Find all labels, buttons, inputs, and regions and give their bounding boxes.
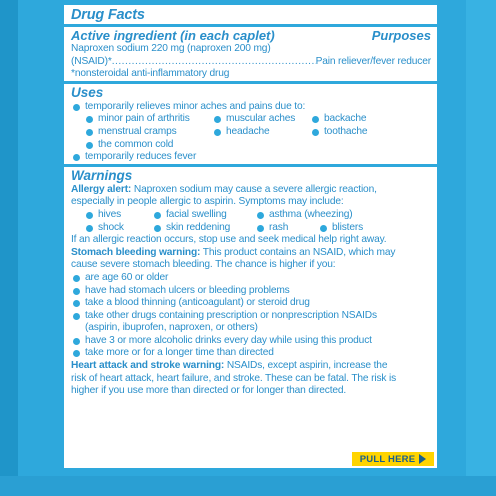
uses-subitem <box>85 113 213 126</box>
bullet-icon <box>73 154 80 161</box>
divider <box>64 164 437 167</box>
active-ingredient-purpose-row <box>71 56 431 69</box>
stomach-warning-line <box>71 247 431 260</box>
bullet-icon <box>73 350 80 357</box>
allergy-alert-text: Naproxen sodium may cause a severe allergic reaction, <box>131 183 377 195</box>
stomach-item-continuation: (aspirin, ibuprofen, naproxen, or others) <box>85 322 258 334</box>
divider <box>64 24 437 27</box>
bullet-icon <box>312 129 319 136</box>
pull-here-label: PULL HERE <box>359 453 416 465</box>
stomach-item <box>71 285 431 298</box>
symptom-text: asthma (wheezing) <box>269 208 353 220</box>
bullet-icon <box>257 212 264 219</box>
symptom-item <box>153 209 256 222</box>
bullet-icon <box>214 129 221 136</box>
symptom-text: skin reddening <box>166 221 231 233</box>
uses-subitems-row <box>71 126 431 139</box>
drug-facts-panel <box>62 3 439 470</box>
allergy-instruction: If an allergic reaction occurs, stop use and seek medical help right away. <box>71 234 387 246</box>
symptom-item <box>85 222 153 235</box>
bullet-icon <box>73 104 80 111</box>
stomach-warning-label: Stomach bleeding warning: <box>71 246 201 258</box>
bullet-icon <box>86 212 93 219</box>
uses-subitems-row <box>71 113 431 126</box>
bullet-icon <box>320 225 327 232</box>
bullet-icon <box>73 313 80 320</box>
heart-warning-text: NSAIDs, except aspirin, increase the <box>224 360 388 372</box>
bullet-icon <box>73 338 80 345</box>
uses-subitem-text: toothache <box>324 125 368 137</box>
symptom-text: blisters <box>332 221 364 233</box>
bullet-icon <box>73 288 80 295</box>
allergy-alert-line: especially in people allergic to aspirin. Symptoms may include: <box>71 196 344 208</box>
symptoms-row <box>71 222 431 235</box>
drug-facts-title: Drug Facts <box>71 7 145 23</box>
heart-warning-label: Heart attack and stroke warning: <box>71 360 225 372</box>
stomach-item <box>71 310 431 323</box>
heart-warning-line <box>71 360 431 373</box>
heart-warning-line: risk of heart attack, heart failure, and stroke. These can be fatal. The risk is <box>71 372 397 384</box>
active-ingredient-header <box>71 28 431 43</box>
allergy-alert-line <box>71 184 431 197</box>
box-right-edge <box>466 0 496 496</box>
uses-subitem <box>85 139 173 152</box>
uses-subitem-text: muscular aches <box>226 113 296 125</box>
allergy-alert-label: Allergy alert: <box>71 183 132 195</box>
uses-item <box>71 151 431 164</box>
stomach-item-text: have 3 or more alcoholic drinks every day while using this product <box>85 334 372 346</box>
uses-subitem <box>311 126 367 139</box>
stomach-warning-line: cause severe stomach bleeding. The chance is higher if you: <box>71 259 336 271</box>
symptom-item <box>85 209 153 222</box>
nsaid-footnote: *nonsteroidal anti-inflammatory drug <box>71 68 230 80</box>
arrow-right-icon <box>419 454 426 464</box>
active-ingredient-line: Naproxen sodium 220 mg (naproxen 200 mg) <box>71 43 271 54</box>
symptom-text: shock <box>98 221 124 233</box>
bullet-icon <box>86 116 93 123</box>
bullet-icon <box>257 225 264 232</box>
symptom-text: rash <box>269 221 289 233</box>
uses-item-text: temporarily relieves minor aches and pains due to: <box>85 100 306 112</box>
stomach-item <box>71 272 431 285</box>
uses-subitem <box>213 113 311 126</box>
leader-dots <box>112 56 316 69</box>
uses-item-text: temporarily reduces fever <box>85 151 197 163</box>
divider <box>64 81 437 84</box>
stomach-item-text: have had stomach ulcers or bleeding problems <box>85 284 290 296</box>
bullet-icon <box>86 129 93 136</box>
uses-subitem <box>311 113 366 126</box>
box-bottom-edge <box>0 476 496 496</box>
uses-heading: Uses <box>71 84 104 100</box>
uses-subitem <box>85 126 213 139</box>
bullet-icon <box>154 212 161 219</box>
stomach-item-text: take more or for a longer time than directed <box>85 347 274 359</box>
heart-warning-line: higher if you use more than directed or for longer than directed. <box>71 385 347 397</box>
uses-subitem-text: menstrual cramps <box>98 125 177 137</box>
purposes-heading: Purposes <box>371 28 431 43</box>
stomach-item <box>71 297 431 310</box>
warnings-heading: Warnings <box>71 167 133 183</box>
uses-subitems-row <box>71 139 431 152</box>
uses-subitem-text: backache <box>324 113 367 125</box>
uses-subitem-text: the common cold <box>98 138 174 150</box>
bullet-icon <box>73 300 80 307</box>
bullet-icon <box>86 225 93 232</box>
pull-here-tab[interactable] <box>352 452 434 466</box>
box-left-edge <box>0 0 18 496</box>
stomach-item <box>71 347 431 360</box>
nsaid-label: (NSAID)* <box>71 55 112 67</box>
bullet-icon <box>214 116 221 123</box>
symptoms-row <box>71 209 431 222</box>
uses-item <box>71 101 431 114</box>
bullet-icon <box>154 225 161 232</box>
bullet-icon <box>86 142 93 149</box>
symptom-text: hives <box>98 208 122 220</box>
symptom-item <box>153 222 256 235</box>
purpose-text: Pain reliever/fever reducer <box>315 55 431 67</box>
stomach-item <box>71 335 431 348</box>
stomach-warning-text: This product contains an NSAID, which may <box>200 246 396 258</box>
symptom-item <box>319 222 363 235</box>
symptom-item <box>256 209 353 222</box>
symptom-item <box>256 222 319 235</box>
stomach-item-text: are age 60 or older <box>85 271 169 283</box>
stomach-item-text: take a blood thinning (anticoagulant) or steroid drug <box>85 297 310 309</box>
stomach-item-text: take other drugs containing prescription or nonprescription NSAIDs <box>85 309 377 321</box>
uses-subitem-text: headache <box>226 125 270 137</box>
active-ingredient-heading: Active ingredient (in each caplet) <box>71 28 275 43</box>
bullet-icon <box>73 275 80 282</box>
symptom-text: facial swelling <box>166 208 227 220</box>
uses-subitem <box>213 126 311 139</box>
bullet-icon <box>312 116 319 123</box>
uses-subitem-text: minor pain of arthritis <box>98 113 190 125</box>
